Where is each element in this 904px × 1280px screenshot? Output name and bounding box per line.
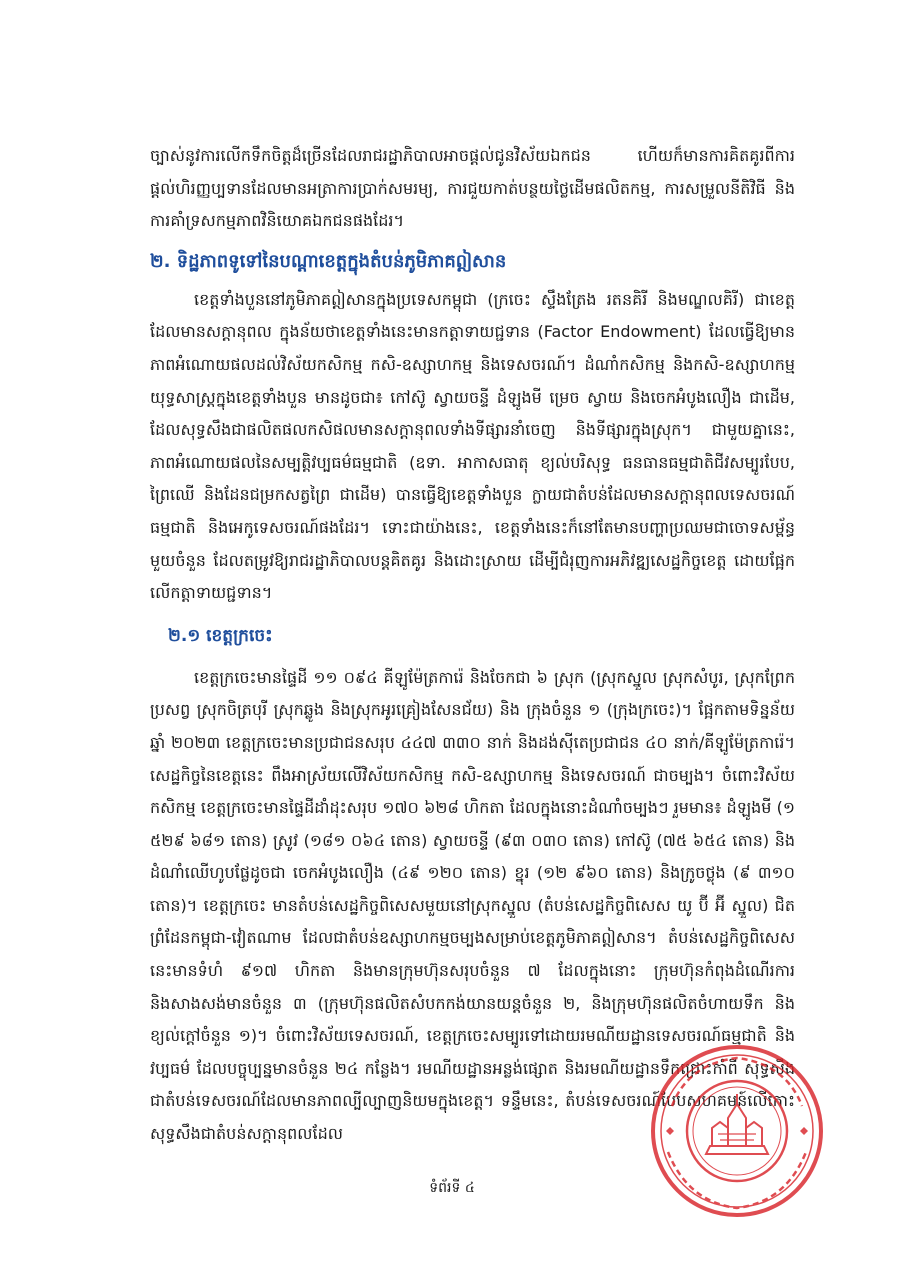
paragraph-intro: ច្បាស់នូវការលើកទឹកចិត្តដ៏ច្រើនដែលរាជរដ្ឋាភិបាលអាចផ្តល់ជូនវិស័យឯកជន ហើយក៏មានការគិតគូរពីការផ្តល់ហិរញ្ញប្បទានដែលមានអត្រាការប្រាក់សមរម្យ, ការជួយកាត់បន្ថយថ្លៃដើមផលិតកម្ម, ការសម្រួលនីតិវិធី និងការគាំទ្រសកម្មភាពវិនិយោគឯកជនផងដែរ។ [150,146,795,231]
section-heading-2: ២. ទិដ្ឋភាពទូទៅនៃបណ្តាខេត្តក្នុងតំបន់ភូមិភាគឦសាន [150,250,507,272]
document-body [150,140,795,1151]
section-heading-2-1: ២.១ ខេត្តក្រចេះ [168,625,273,646]
paragraph-overview: ខេត្តទាំងបួននៅភូមិភាគឦសានក្នុងប្រទេសកម្ពុជា (ក្រចេះ ស្ទឹងត្រែង រតនគិរី និងមណ្ឌលគិរី) ជាខេត្តដែលមានសក្តានុពល ក្នុងន័យថាខេត្តទាំងនេះមានកត្តាទាយជ្ជទាន (Factor Endowment) ដែលធ្វើឱ្យមានភាពអំណោយផលដល់វិស័យកសិកម្ម កសិ-ឧស្សាហកម្ម និងទេសចរណ៍។ ដំណាំកសិកម្ម និងកសិ-ឧស្សាហកម្មយុទ្ធសាស្ត្រក្នុងខេត្តទាំងបួន មានដូចជា៖ កៅស៊ូ ស្វាយចន្ទី ដំឡូងមី ម្រេច ស្វាយ និងចេកអំបូងលឿង ជាដើម, ដែលសុទ្ធសឹងជាផលិតផលកសិផលមានសក្តានុពលទាំងទីផ្សារនាំចេញ និងទីផ្សារក្នុងស្រុក។ ជាមួយគ្នានេះ, ភាពអំណោយផលនៃសម្បត្តិវប្បធម៌ធម្មជាតិ (ឧទា. អាកាសធាតុ ខ្យល់បរិសុទ្ធ ធនធានធម្មជាតិជីវសម្បូរបែប, ព្រៃឈើ និងដែនជម្រកសត្វព្រៃ ជាដើម) បានធ្វើឱ្យខេត្តទាំងបួន ក្លាយជាតំបន់ដែលមានសក្តានុពលទេសចរណ៍ធម្មជាតិ និងអេកូទេសចរណ៍ផងដែរ។ ទោះជាយ៉ាងនេះ, ខេត្តទាំងនេះក៏នៅតែមានបញ្ហាប្រឈមជាចោទសម្ព័ន្ធមួយចំនួន ដែលតម្រូវឱ្យរាជរដ្ឋាភិបាលបន្តគិតគូរ និងដោះស្រាយ ដើម្បីជំរុញការអភិវឌ្ឍសេដ្ឋកិច្ចខេត្ត ដោយផ្អែកលើកត្តាទាយជ្ជទាន។ [150,289,795,603]
page-number: ទំព័រទី ៤ [429,1180,475,1196]
official-seal-stamp [648,1042,826,1220]
paragraph-kratie: ខេត្តក្រចេះមានផ្ទៃដី ១១ ០៩៤ គីឡូម៉ែត្រការ៉េ និងចែកជា ៦ ស្រុក (ស្រុកស្នួល ស្រុកសំបូរ, ស្រុកព្រែកប្រសព្វ ស្រុកចិត្របុរី ស្រុកឆ្លូង និងស្រុកអូរគ្រៀងសែនជ័យ) និង ក្រុងចំនួន ១ (ក្រុងក្រចេះ)។ ផ្អែកតាមទិន្នន័យឆ្នាំ ២០២៣ ខេត្តក្រចេះមានប្រជាជនសរុប ៤៤៧ ៣៣០ នាក់ និងដង់ស៊ីតេប្រជាជន ៤០ នាក់/គីឡូម៉ែត្រការ៉េ។ សេដ្ឋកិច្ចនៃខេត្តនេះ ពឹងអាស្រ័យលើវិស័យកសិកម្ម កសិ-ឧស្សាហកម្ម និងទេសចរណ៍ ជាចម្បង។ ចំពោះវិស័យកសិកម្ម ខេត្តក្រចេះមានផ្ទៃដីដាំដុះសរុប ១៧០ ៦២៨ ហិកតា ដែលក្នុងនោះដំណាំចម្បងៗ រួមមាន៖ ដំឡូងមី (១ ៥២៩ ៦៨១ តោន) ស្រូវ (១៨១ ០៦៤ តោន) ស្វាយចន្ទី (៩៣ ០៣០ តោន) កៅស៊ូ (៧៥ ៦៥៤ តោន) និងដំណាំឈើហូបផ្លែដូចជា ចេកអំបូងលឿង (៤៩ ១២០ តោន) ខ្នុរ (១២ ៩៦០ តោន) និងក្រូចថ្លុង (៩ ៣១០ តោន)។ ខេត្តក្រចេះ មានតំបន់សេដ្ឋកិច្ចពិសេសមួយនៅស្រុកស្នួល (តំបន់សេដ្ឋកិច្ចពិសេស យូ ប៊ី អ៊ី ស្នួល) ជិតព្រំដែនកម្ពុជា-វៀតណាម ដែលជាតំបន់ឧស្សាហកម្មចម្បងសម្រាប់ខេត្តភូមិភាគឦសាន។ តំបន់សេដ្ឋកិច្ចពិសេសនេះមានទំហំ ៩១៧ ហិកតា និងមានក្រុមហ៊ុនសរុបចំនួន ៧ ដែលក្នុងនោះ ក្រុមហ៊ុនកំពុងដំណើរការ និងសាងសង់មានចំនួន ៣ (ក្រុមហ៊ុនផលិតសំបកកង់យានយន្តចំនួន ២, និងក្រុមហ៊ុនផលិតចំហាយទឹក និងខ្យល់ក្តៅចំនួន ១)។ ចំពោះវិស័យទេសចរណ៍, ខេត្តក្រចេះសម្បូរទៅដោយរមណីយដ្ឋានទេសចរណ៍ធម្មជាតិ និងវប្បធម៌ ដែលបច្ចុប្បន្នមានចំនួន ២៤ កន្លែង។ រមណីយដ្ឋានអន្លង់ផ្សោត និងរមណីយដ្ឋានទឹកជ្រោះកាំពី សុទ្ធសឹងជាតំបន់ទេសចរណ៍ដែលមានភាពល្បីល្បាញនិយមក្នុងខេត្ត។ ទន្ទឹមនេះ, តំបន់ទេសចរណ៍បែបសហគមន៍លើកោះ សុទ្ធសឹងជាតំបន់សក្តានុពលដែល [150,667,795,1144]
